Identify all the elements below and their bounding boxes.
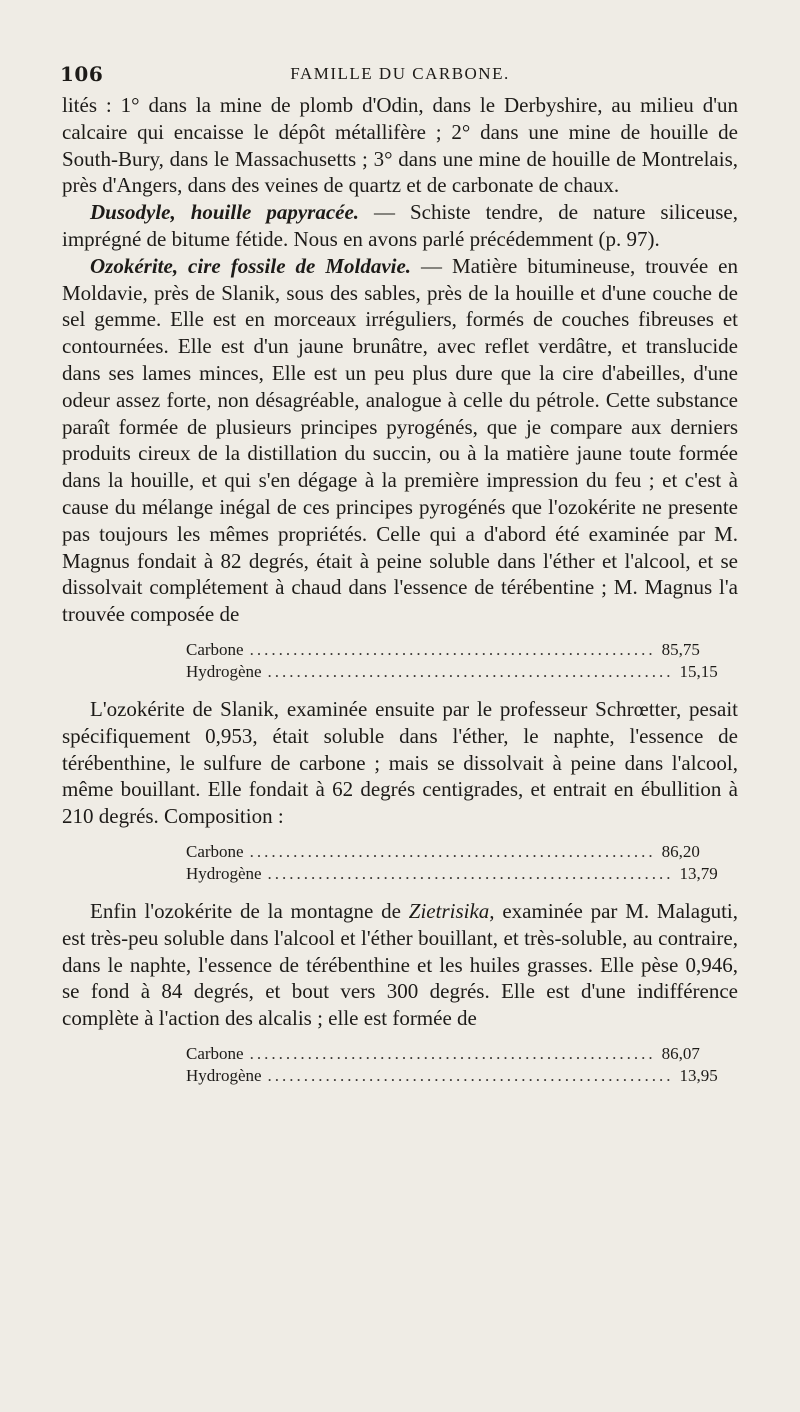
composition-row [186,1043,700,1065]
paragraph-continuation: lités : 1° dans la mine de plomb d'Odin, dans le Derbyshire, au milieu d'un calcaire qui encaisse le dépôt métallifère ; 2° dans une mine de houille de South-Bury, dans le Massachusetts ; 3° dans une mine de houille de Montrelais, près d'Angers, dans des veines de quartz et de carbonate de chaux. [62,93,738,198]
element-value: 85,75 [661,639,700,659]
dot-leader: ........................................................ [267,661,674,681]
element-value: 15,15 [679,661,718,681]
composition-table-malaguti [186,1043,718,1087]
composition-table-schroetter [186,841,718,885]
composition-table-magnus [186,639,718,683]
text-dusodyle: — Schiste tendre, de nature siliceuse, imprégné de bitume fétide. Nous en avons parlé précédemment (p. 97). [62,200,738,251]
element-value: 13,79 [679,863,718,883]
paragraph-dusodyle [62,199,738,253]
text-malaguti-start: Enfin l'ozokérite de la montagne de [90,898,409,923]
element-value: 86,20 [661,841,700,861]
paragraph-schroetter: L'ozokérite de Slanik, examinée ensuite par le professeur Schrœtter, pesait spécifiquement 0,953, était soluble dans l'éther, le naphte, l'essence de térébenthine, le sulfure de carbone ; mais se dissolvait à peine dans l'alcool, même bouillant. Elle fondait à 62 degrés centigrades, et entrait en ébullition à 210 degrés. Composition : [62,696,738,829]
composition-row [186,639,700,661]
element-name: Carbone [186,639,244,659]
running-title: FAMILLE DU CARBONE. [290,64,510,83]
dot-leader: ........................................................ [249,639,656,659]
body-text [62,92,738,1100]
element-name: Carbone [186,841,244,861]
dot-leader: ........................................................ [249,841,656,861]
element-name: Hydrogène [186,1065,262,1085]
dot-leader: ........................................................ [267,863,674,883]
paragraph-malaguti [62,898,738,1032]
place-name: Zietrisika, [408,898,495,923]
element-name: Hydrogène [186,661,262,681]
composition-row [186,841,700,863]
composition-row [186,661,718,683]
page-number: 106 [60,62,104,86]
dot-leader: ........................................................ [267,1065,674,1085]
term-ozokerite: Ozokérite, cire fossile de Moldavie. [90,253,412,278]
text-malaguti-end: examinée par M. Malaguti, est très-peu soluble dans l'alcool et l'éther bouillant, et très-soluble, au contraire, dans le naphte, l'essence de térébenthine et les huiles grasses. Elle pèse 0,946, se fond à 84 degrés, et bout vers 300 degrés. Elle est d'une indifférence complète à l'action des alcalis ; elle est formée de [62,898,738,1031]
composition-row [186,863,718,885]
element-name: Hydrogène [186,863,262,883]
composition-row [186,1065,718,1087]
element-name: Carbone [186,1043,244,1063]
page-header [60,62,740,92]
element-value: 13,95 [679,1065,718,1085]
element-value: 86,07 [661,1043,700,1063]
term-dusodyle: Dusodyle, houille papyracée. [90,200,360,225]
paragraph-ozokerite [62,253,738,628]
text-ozokerite: — Matière bitumineuse, trouvée en Moldavie, près de Slanik, sous des sables, près de la houille et d'une couche de sel gemme. Elle est en morceaux irréguliers, formés de couches fibreuses et contournées. Elle est d'un jaune brunâtre, avec reflet verdâtre, et translucide dans ses lames minces, Elle est un peu plus dure que la cire d'abeilles, d'une odeur assez forte, non désagréable, analogue à celle du pétrole. Cette substance paraît formée de plusieurs principes pyrogénés, que je compare aux derniers produits cireux de la distillation du succin, ou à la matière jaune toute formée dans la houille, et qui s'en dégage à la première impression du feu ; et c'est à cause du mélange inégal de ces principes pyrogénés que l'ozokérite ne presente pas toujours les mêmes propriétés. Celle qui a d'abord été examinée par M. Magnus fondait à 82 degrés, était à peine soluble dans l'éther et l'alcool, et se dissolvait complétement à chaud dans l'essence de térébentine ; M. Magnus l'a trouvée composée de [62,253,738,627]
dot-leader: ........................................................ [249,1043,656,1063]
